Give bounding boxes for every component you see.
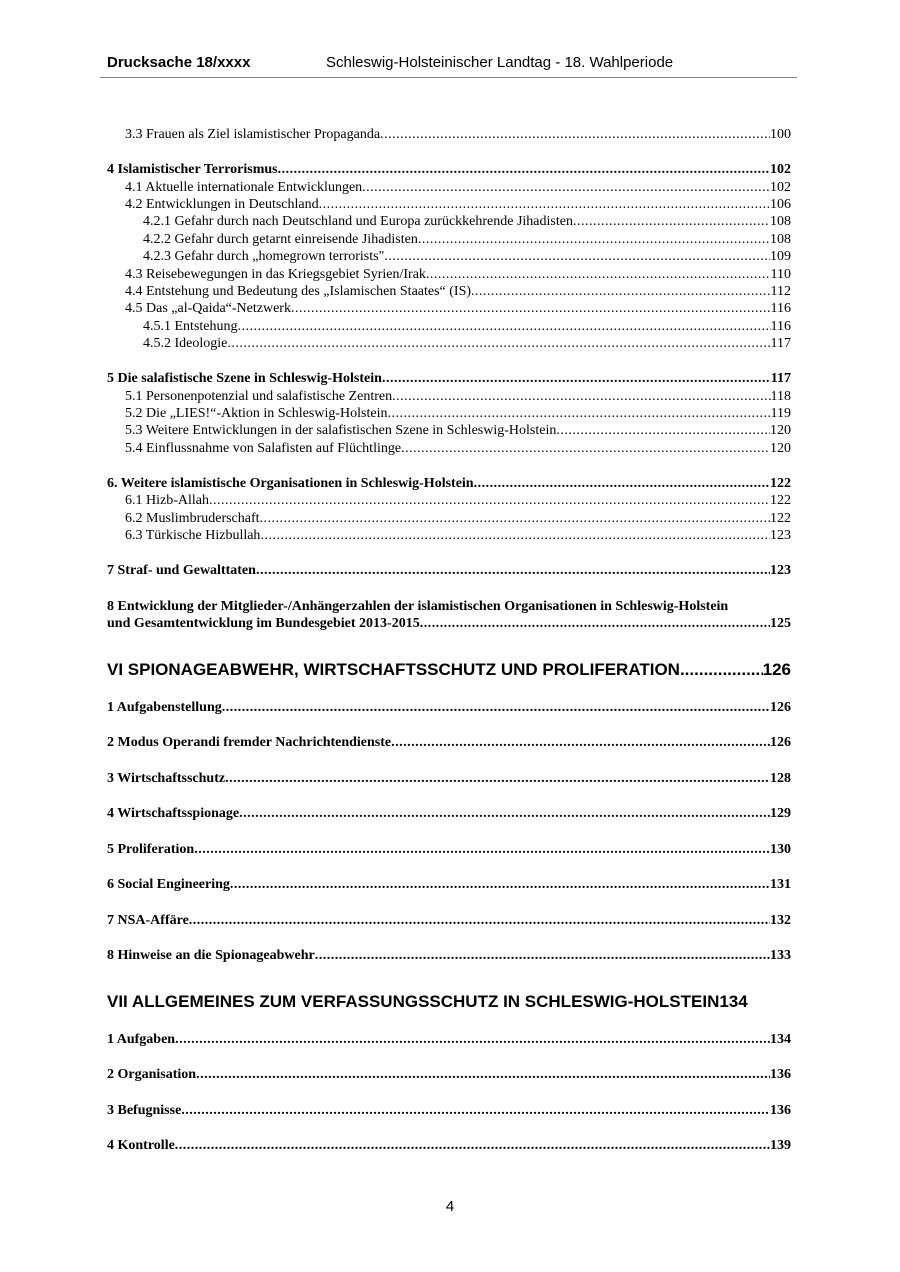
toc-entry[interactable]: 7 Straf- und Gewalttaten ..... 123	[107, 563, 791, 579]
toc-entry[interactable]: 4.2.3 Gefahr durch „homegrown terrorists" ..... 109	[143, 249, 791, 265]
toc-entry[interactable]: 4.5 Das „al-Qaida“-Netzwerk ..... 116	[125, 301, 791, 317]
document-number: Drucksache 18/xxxx	[107, 54, 251, 71]
toc-entry[interactable]: 4.1 Aktuelle internationale Entwicklungen ..... 102	[125, 180, 791, 196]
toc-entry[interactable]: 6. Weitere islamistische Organisationen in Schleswig-Holstein ..... 122	[107, 476, 791, 492]
toc-entry[interactable]: und Gesamtentwicklung im Bundesgebiet 2013-2015 ..... 125	[107, 616, 791, 632]
toc-entry[interactable]: 6.2 Muslimbruderschaft ..... 122	[125, 511, 791, 527]
toc-entry[interactable]: 5.4 Einflussnahme von Salafisten auf Flüchtlinge ..... 120	[125, 441, 791, 457]
toc-entry[interactable]: 3.3 Frauen als Ziel islamistischer Propaganda ..... 100	[125, 127, 791, 143]
toc-entry[interactable]: 3 Wirtschaftsschutz ..... 128	[107, 771, 791, 787]
toc-entry[interactable]: 5 Die salafistische Szene in Schleswig-Holstein ..... 117	[107, 371, 791, 387]
toc-entry[interactable]: 6.1 Hizb-Allah ..... 122	[125, 493, 791, 509]
toc-entry[interactable]: 2 Organisation ..... 136	[107, 1067, 791, 1083]
chapter-heading[interactable]: VI SPIONAGEABWEHR, WIRTSCHAFTSSCHUTZ UND PROLIFERATION ..... 126	[107, 660, 791, 680]
toc-entry[interactable]: 4 Islamistischer Terrorismus ..... 102	[107, 162, 791, 178]
toc-entry-line-1[interactable]: 8 Entwicklung der Mitglieder-/Anhängerzahlen der islamistischen Organisationen in Schleswig-Holstein	[107, 599, 729, 614]
toc-entry[interactable]: 4.4 Entstehung und Bedeutung des „Islamischen Staates“ (IS) ..... 112	[125, 284, 791, 300]
toc-entry[interactable]: 4.5.1 Entstehung ..... 116	[143, 319, 791, 335]
toc-entry[interactable]: 5.3 Weitere Entwicklungen in der salafistischen Szene in Schleswig-Holstein ..... 120	[125, 423, 791, 439]
toc-entry[interactable]: 8 Hinweise an die Spionageabwehr ..... 133	[107, 948, 791, 964]
toc-entry[interactable]: 4.5.2 Ideologie ..... 117	[143, 336, 791, 352]
toc-entry[interactable]: 4 Wirtschaftsspionage ..... 129	[107, 806, 791, 822]
parliament-title: Schleswig-Holsteinischer Landtag - 18. Wahlperiode	[326, 54, 674, 71]
toc-entry[interactable]: 6 Social Engineering ..... 131	[107, 877, 791, 893]
toc-entry[interactable]: 1 Aufgaben ..... 134	[107, 1032, 791, 1048]
toc-entry[interactable]: 5.2 Die „LIES!“-Aktion in Schleswig-Holstein ..... 119	[125, 406, 791, 422]
toc-entry[interactable]: 4.2.2 Gefahr durch getarnt einreisende Jihadisten ..... 108	[143, 232, 791, 248]
toc-entry[interactable]: 7 NSA-Affäre ..... 132	[107, 913, 791, 929]
toc-entry[interactable]: 4.3 Reisebewegungen in das Kriegsgebiet Syrien/Irak ..... 110	[125, 267, 791, 283]
toc-entry[interactable]: 4.2.1 Gefahr durch nach Deutschland und Europa zurückkehrende Jihadisten ..... 108	[143, 214, 791, 230]
toc-entry[interactable]: 2 Modus Operandi fremder Nachrichtendienste ..... 126	[107, 735, 791, 751]
toc-entry[interactable]: 5 Proliferation ..... 130	[107, 842, 791, 858]
toc-entry[interactable]: 5.1 Personenpotenzial und salafistische Zentren ..... 118	[125, 389, 791, 405]
toc-entry[interactable]: 4.2 Entwicklungen in Deutschland ..... 106	[125, 197, 791, 213]
toc-entry[interactable]: 1 Aufgabenstellung ..... 126	[107, 700, 791, 716]
toc-entry[interactable]: 6.3 Türkische Hizbullah ..... 123	[125, 528, 791, 544]
toc-entry[interactable]: 3 Befugnisse ..... 136	[107, 1103, 791, 1119]
chapter-heading[interactable]: VII ALLGEMEINES ZUM VERFASSUNGSSCHUTZ IN SCHLESWIG-HOLSTEIN 134	[107, 992, 748, 1011]
toc-entry[interactable]: 4 Kontrolle ..... 139	[107, 1138, 791, 1154]
page-number: 4	[445, 1198, 455, 1215]
